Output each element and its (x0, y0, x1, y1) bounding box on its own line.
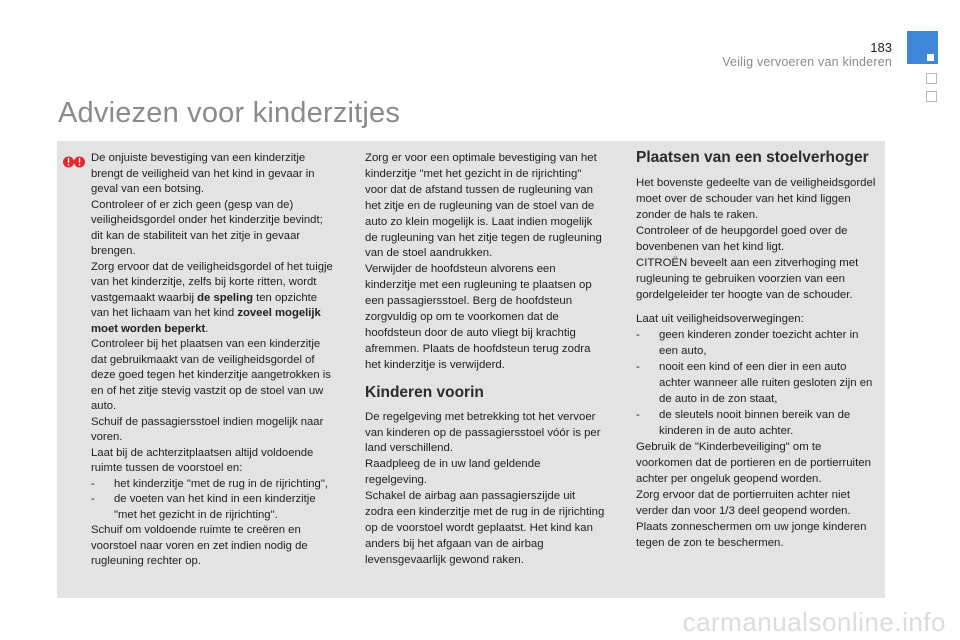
warning-icon (63, 154, 85, 170)
middle-column (365, 151, 605, 569)
paragraph: Controleer of de heupgordel goed over de bovenbenen van het kind ligt. (636, 225, 848, 253)
paragraph: Schuif de passagiersstoel indien mogelijk naar voren. (91, 415, 324, 443)
page-number: 183 (870, 40, 892, 55)
paragraph: De regelgeving met betrekking tot het vervoer van kinderen op de passagiersstoel vóór is per land verschillend. (365, 410, 601, 455)
chapter-tab-empty (926, 73, 937, 84)
tab-marker-icon (927, 54, 934, 61)
list-item: - de sleutels nooit binnen bereik van de kinderen in de auto achter. (636, 407, 876, 439)
paragraph: Controleer bij het plaatsen van een kinderzitje dat gebruikmaakt van de veiligheidsgordel of deze goed tegen het kinderzitje aangetrokken is en of het zitje stevig vastzit op de stoel van uw auto. (91, 338, 331, 412)
right-column (636, 150, 876, 551)
paragraph: Zorg er voor een optimale bevestiging van het kinderzitje "met het gezicht in de rijrichting" voor dat de afstand tussen de rugleuning van het zitje en de rugleuning van de stoel van de auto zo klein mogelijk is. Laat indien mogelijk de rugleuning van het zitje tegen de rugleuning van de stoel aandrukken. (365, 152, 602, 260)
paragraph: Gebruik de "Kinderbeveiliging" om te voorkomen dat de portieren en de portierruiten achter per ongeluk geopend worden. (636, 441, 871, 485)
list-item: - het kinderzitje "met de rug in de rijrichting", (91, 477, 335, 493)
chapter-tab-active (907, 31, 938, 64)
paragraph: Zorg ervoor dat de portierruiten achter niet verder dan voor 1/3 deel geopend worden. (636, 489, 851, 517)
paragraph: De onjuiste bevestiging van een kinderzitje brengt de veiligheid van het kind in gevaar in geval van een botsing. (91, 152, 315, 195)
subheading-kinderen-voorin: Kinderen voorin (365, 383, 484, 401)
paragraph: Schakel de airbag aan passagierszijde uit zodra een kinderzitje met de rug in de rijrichting op de voorstoel wordt geplaatst. Het kind kan anders bij het afgaan van de airbag levensgevaarlijk gewond raken. (365, 490, 605, 566)
paragraph: Het bovenste gedeelte van de veiligheidsgordel moet over de schouder van het kind liggen zonder de hals te raken. (636, 177, 876, 221)
list-item: - geen kinderen zonder toezicht achter in een auto, (636, 327, 876, 359)
paragraph: CITROËN beveelt aan een zitverhoging met rugleuning te gebruiken voorzien van een gordelgeleider ter hoogte van de schouder. (636, 257, 859, 301)
section-title: Veilig vervoeren van kinderen (722, 55, 892, 69)
paragraph: Raadpleeg de in uw land geldende regelgeving. (365, 458, 541, 487)
paragraph: Verwijder de hoofdsteun alvorens een kinderzitje met een rugleuning te plaatsen op een passagiersstoel. Berg de hoofdsteun zorgvuldig op om te voorkomen dat de hoofdsteun door de auto vliegt bij krachtig afremmen. Plaats de hoofdsteun terug zodra het kinderzitje is verwijderd. (365, 263, 592, 371)
list (636, 327, 876, 439)
page-title: Adviezen voor kinderzitjes (58, 97, 401, 129)
warning-column (91, 151, 335, 570)
paragraph: Schuif om voldoende ruimte te creëren en voorstoel naar voren en zet indien nodig de rugleuning rechter op. (91, 524, 308, 567)
list-item: - nooit een kind of een dier in een auto achter wanneer alle ruiten gesloten zijn en de auto in de zon staat, (636, 359, 876, 407)
paragraph: Zorg ervoor dat de veiligheidsgordel of het tuigje van het kinderzitje, zelfs bij korte ritten, wordt vastgemaakt waarbij de speling ten opzichte van het lichaam van het kind zoveel mogelijk moet worden beperkt. (91, 260, 333, 335)
list-item: - de voeten van het kind in een kinderzitje "met het gezicht in de rijrichting". (91, 492, 335, 523)
subheading-stoelverhoger: Plaatsen van een stoelverhoger (636, 149, 869, 166)
paragraph: Plaats zonneschermen om uw jonge kinderen tegen de zon te beschermen. (636, 521, 867, 549)
watermark: carmanualsonline.info (682, 607, 946, 637)
list (91, 477, 335, 524)
paragraph: Laat bij de achterzitplaatsen altijd voldoende ruimte tussen de voorstoel en: (91, 446, 314, 474)
paragraph: Laat uit veiligheidsoverwegingen: (636, 313, 804, 325)
chapter-tab-empty (926, 91, 937, 102)
paragraph: Controleer of er zich geen (gesp van de) veiligheidsgordel onder het kinderzitje bevindt; dit kan de stabiliteit van het zitje in gevaar brengen. (91, 198, 323, 257)
